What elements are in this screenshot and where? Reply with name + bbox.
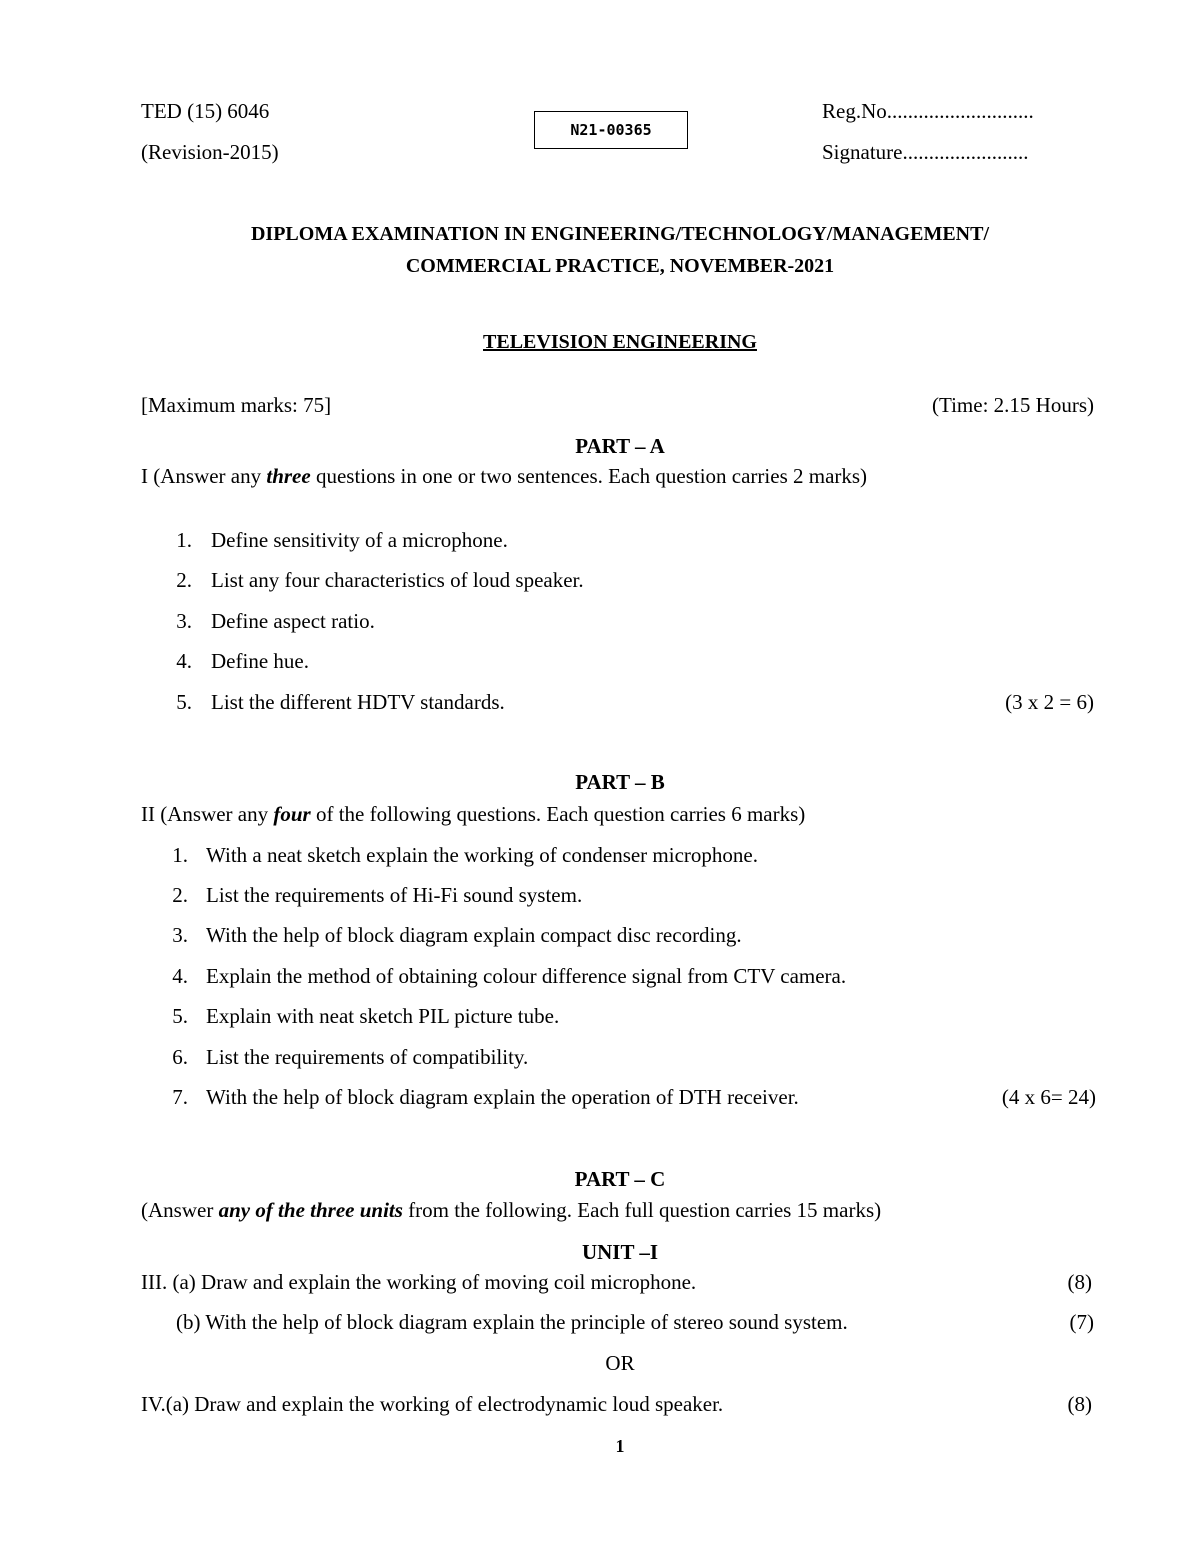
time: (Time: 2.15 Hours): [932, 393, 1094, 417]
exam-code: TED (15) 6046: [141, 99, 270, 123]
signature: Signature........................: [822, 140, 1029, 164]
exam-title-line2: COMMERCIAL PRACTICE, NOVEMBER-2021: [405, 255, 835, 277]
part-a-heading: PART – A: [575, 434, 665, 458]
part-c-heading: PART – C: [574, 1167, 666, 1191]
question-4a: IV.(a) Draw and explain the working of electrodynamic loud speaker.: [141, 1392, 724, 1416]
question-3a-marks: (8): [1067, 1270, 1092, 1294]
part-a-marks: (3 x 2 = 6): [1005, 690, 1094, 714]
part-c-instruction: (Answer any of the three units from the following. Each full question carries 15 marks): [141, 1198, 882, 1222]
paper-id-box: N21-00365: [534, 111, 688, 149]
question-3a: III. (a) Draw and explain the working of moving coil microphone.: [141, 1270, 697, 1294]
max-marks: [Maximum marks: 75]: [141, 393, 332, 417]
question-3b: (b) With the help of block diagram explain the principle of stereo sound system.: [176, 1310, 848, 1334]
question-4a-marks: (8): [1067, 1392, 1092, 1416]
part-b-marks: (4 x 6= 24): [1001, 1085, 1096, 1109]
unit-heading: UNIT –I: [581, 1240, 659, 1264]
part-b-heading: PART – B: [575, 770, 665, 794]
reg-no: Reg.No............................: [822, 99, 1034, 123]
or-separator: OR: [605, 1351, 635, 1375]
page-number: 1: [615, 1436, 625, 1456]
part-a-instruction: I (Answer any three questions in one or two sentences. Each question carries 2 marks): [141, 464, 868, 488]
subject-title: TELEVISION ENGINEERING: [483, 331, 757, 353]
part-b-instruction: II (Answer any four of the following questions. Each question carries 6 marks): [141, 802, 806, 826]
exam-title-line1: DIPLOMA EXAMINATION IN ENGINEERING/TECHNOLOGY/MANAGEMENT/: [250, 223, 990, 245]
question-3b-marks: (7): [1069, 1310, 1094, 1334]
revision: (Revision-2015): [141, 140, 279, 164]
